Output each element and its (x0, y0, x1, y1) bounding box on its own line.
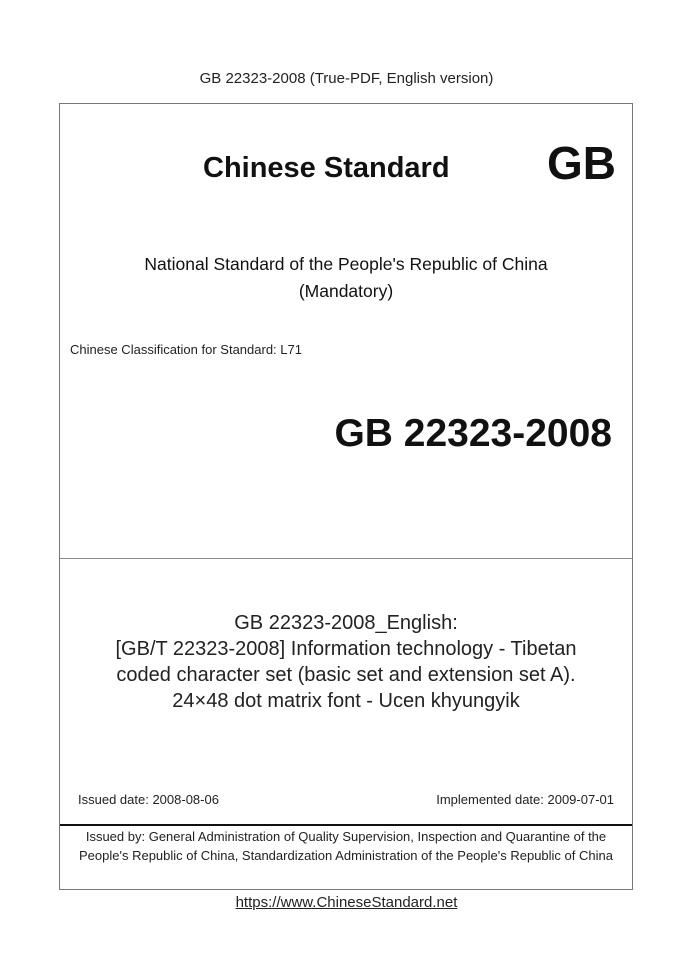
issuer-divider (60, 824, 632, 826)
issued-date: Issued date: 2008-08-06 (78, 792, 219, 807)
gb-mark: GB (547, 137, 616, 189)
website-link[interactable]: https://www.ChineseStandard.net (235, 894, 458, 911)
standard-number: GB 22323-2008 (334, 412, 612, 455)
issuing-authority: Issued by: General Administration of Quality Supervision, Inspection and Quarantine of the People's Republic of China, Standardization Administration of the People's Republic of China (79, 829, 613, 863)
english-title-code: GB 22323-2008_English: (234, 612, 458, 634)
running-header: GB 22323-2008 (True-PDF, English version) (199, 70, 494, 87)
english-title (60, 610, 632, 714)
cover-frame (59, 103, 633, 890)
title-row (60, 137, 632, 222)
english-title-text: [GB/T 22323-2008] Information technology - Tibetan coded character set (basic set and extension set A). 24×48 dot matrix font - Ucen khyungyik (115, 638, 577, 712)
classification: Chinese Classification for Standard: L71 (70, 342, 302, 357)
national-standard-line: National Standard of the People's Republic of China (144, 254, 548, 274)
national-standard-block (60, 251, 632, 305)
implemented-date: Implemented date: 2009-07-01 (436, 792, 614, 807)
section-divider (60, 558, 632, 559)
mandatory-label: (Mandatory) (298, 281, 394, 301)
series-title: Chinese Standard (203, 152, 450, 184)
